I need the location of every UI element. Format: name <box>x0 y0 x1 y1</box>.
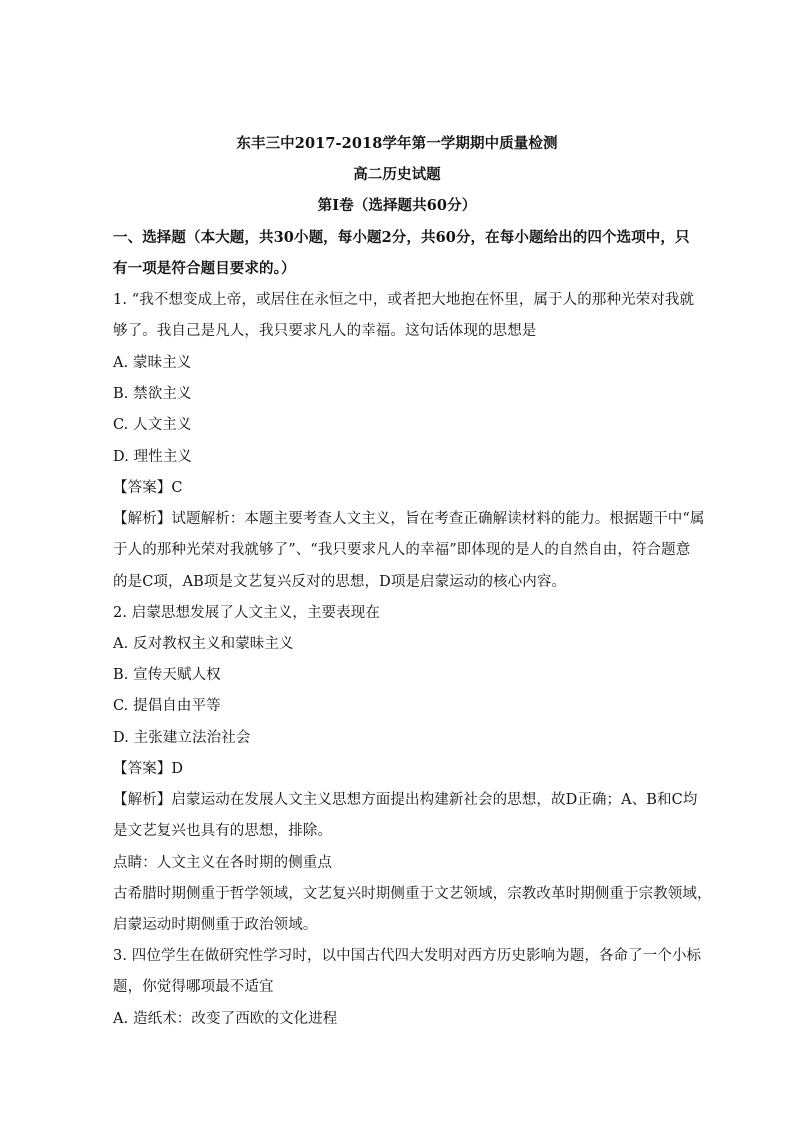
q2-answer-value: D <box>171 761 184 777</box>
q2-stem-line1: 2. 启蒙思想发展了人文主义，主要表现在 <box>113 605 380 621</box>
q2-analysis-label: 【解析】 <box>113 792 172 808</box>
q1-option-c: C. 人文主义 <box>113 417 192 433</box>
subject-title: 高二历史试题 <box>353 166 441 183</box>
q2-analysis-line1 <box>113 791 697 809</box>
school-title: 东丰三中2017-2018学年第一学期期中质量检测 <box>236 135 558 152</box>
volume-title: 第Ⅰ卷（选择题共60分） <box>317 197 477 214</box>
section-instruction-line2: 有一项是符合题目要求的。） <box>113 260 296 277</box>
q1-analysis-text1: 试题解析：本题主要考查人文主义，旨在考查正确解读材料的能力。根据题干中“属 <box>171 511 705 527</box>
q2-analysis-text1: 启蒙运动在发展人文主义思想方面提出构建新社会的思想，故D正确；A、B和C均 <box>171 792 698 808</box>
q2-answer-label: 【答案】 <box>113 761 172 777</box>
q1-analysis-line2: 于人的那种光荣对我就够了”、“我只要求凡人的幸福”即体现的是人的自然自由，符合题意 <box>113 542 691 558</box>
q1-analysis-label: 【解析】 <box>113 511 172 527</box>
q2-option-d: D. 主张建立法治社会 <box>113 730 251 746</box>
q3-stem-line1: 3. 四位学生在做研究性学习时，以中国古代四大发明对西方历史影响为题，各命了一个小标 <box>113 948 702 964</box>
q3-stem-line2: 题，你觉得哪项最不适宜 <box>113 979 274 995</box>
q1-option-b: B. 禁欲主义 <box>113 386 192 402</box>
q2-tip-line1: 点睛：人文主义在各时期的侧重点 <box>113 855 332 871</box>
q1-analysis-line1 <box>113 510 705 528</box>
q1-option-d: D. 理性主义 <box>113 449 193 465</box>
q2-option-c: C. 提倡自由平等 <box>113 698 221 714</box>
q3-option-a: A. 造纸术：改变了西欧的文化进程 <box>113 1011 338 1027</box>
q1-analysis-line3: 的是C项，AB项是文艺复兴反对的思想，D项是启蒙运动的核心内容。 <box>113 574 567 590</box>
q1-stem-line2: 够了。我自己是凡人，我只要求凡人的幸福。这句话体现的思想是 <box>113 323 537 339</box>
q2-answer <box>113 760 183 778</box>
section-instruction-line1: 一、选择题（本大题，共30小题，每小题2分，共60分，在每小题给出的四个选项中，只 <box>113 229 690 246</box>
q1-answer-label: 【答案】 <box>113 480 172 496</box>
q1-answer <box>113 479 183 497</box>
q2-tip-line3: 启蒙运动时期侧重于政治领域。 <box>113 917 318 933</box>
q2-option-b: B. 宣传天赋人权 <box>113 667 221 683</box>
q2-tip-line2: 古希腊时期侧重于哲学领域，文艺复兴时期侧重于文艺领域，宗教改革时期侧重于宗教领域， <box>113 886 712 902</box>
q2-option-a: A. 反对教权主义和蒙昧主义 <box>113 636 294 652</box>
q2-analysis-line2: 是文艺复兴也具有的思想，排除。 <box>113 823 332 839</box>
q1-option-a: A. 蒙昧主义 <box>113 355 192 371</box>
q1-stem-line1: 1. “我不想变成上帝，或居住在永恒之中，或者把大地抱在怀里，属于人的那种光荣对我就 <box>113 292 695 308</box>
q1-answer-value: C <box>171 480 183 496</box>
